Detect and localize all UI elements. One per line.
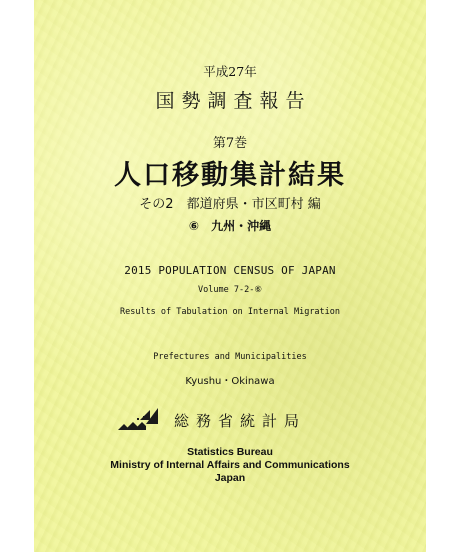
publisher-english-line-1: Statistics Bureau xyxy=(187,446,273,458)
region-title: ⑥ 九州・沖縄 xyxy=(188,219,272,233)
era-label: 平成27年 xyxy=(203,64,257,79)
english-volume: Volume 7-2-⑥ xyxy=(198,285,262,295)
publisher-english-line-2: Ministry of Internal Affairs and Communications xyxy=(110,459,350,471)
book-cover xyxy=(34,0,426,552)
statistics-bureau-logo-icon xyxy=(116,404,160,432)
volume-number: 第7巻 xyxy=(212,136,248,151)
main-title: 人口移動集計結果 xyxy=(114,160,346,191)
english-prefectures: Prefectures and Municipalities xyxy=(153,352,307,362)
publisher-japanese: 総務省統計局 xyxy=(174,412,307,430)
publisher-english-line-3: Japan xyxy=(214,472,246,484)
report-title: 国勢調査報告 xyxy=(155,90,312,112)
english-title: 2015 POPULATION CENSUS OF JAPAN xyxy=(124,264,336,277)
english-region: Kyushu・Okinawa xyxy=(185,376,275,387)
english-subtitle: Results of Tabulation on Internal Migration xyxy=(119,307,341,317)
part-title: その2 都道府県・市区町村 編 xyxy=(139,197,321,212)
